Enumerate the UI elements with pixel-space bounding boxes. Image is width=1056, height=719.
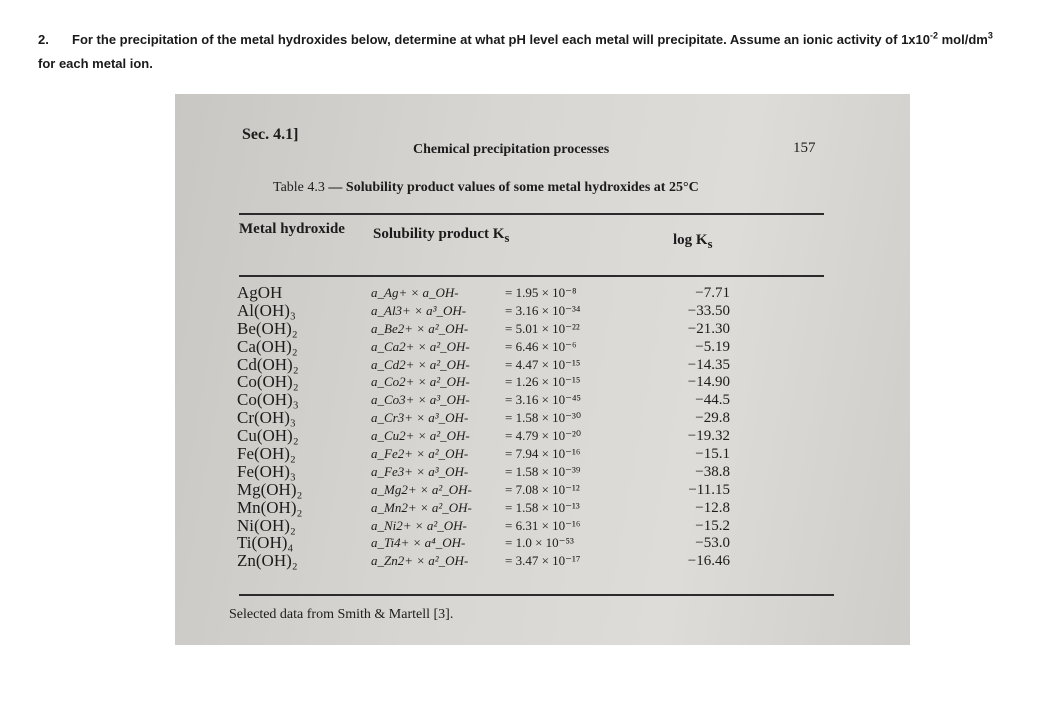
table-row [175,284,910,302]
header-ksp-sub: s [504,231,510,245]
table-row [175,517,910,535]
table-top-rule [239,213,824,215]
metal-cell: Fe(OH)₂ [237,444,296,464]
log-ksp-cell: −15.1 [695,446,730,463]
unit-exponent: 3 [987,30,993,41]
metal-cell: Fe(OH)₃ [237,461,296,481]
ksp-value-cell: = 7.08 × 10⁻¹² [505,481,580,497]
metal-cell: Ca(OH)₂ [237,336,298,356]
ksp-value-cell: = 1.26 × 10⁻¹⁵ [505,374,581,390]
log-ksp-cell: −53.0 [695,535,730,552]
section-label: Sec. 4.1] [242,126,299,143]
table-row [175,409,910,427]
question-line-1 [38,28,1038,52]
table-row [175,373,910,391]
metal-cell: Ti(OH)₄ [237,533,294,553]
table-row [175,320,910,338]
metal-cell: Mg(OH)₂ [237,479,303,499]
log-ksp-cell: −12.8 [695,499,730,516]
log-ksp-cell: −21.30 [687,320,730,337]
activity-expression-cell: a_Al3+ × a³_OH- [371,302,467,318]
question-number: 2. [38,32,49,47]
ksp-value-cell: = 3.16 × 10⁻³⁴ [505,302,581,318]
metal-cell: Ni(OH)₂ [237,515,296,535]
activity-expression-cell: a_Ni2+ × a²_OH- [371,517,467,533]
log-ksp-cell: −44.5 [695,392,730,409]
table-row [175,427,910,445]
table-row [175,391,910,409]
header-ksp-label: Solubility product K [373,226,505,242]
question-block [38,28,1038,76]
activity-expression-cell: a_Cd2+ × a²_OH- [371,356,470,372]
table-header-rule [239,275,824,277]
header-ksp [373,225,509,247]
log-ksp-cell: −14.90 [687,374,730,391]
table-row [175,481,910,499]
log-ksp-cell: −19.32 [687,428,730,445]
ksp-value-cell: = 1.0 × 10⁻⁵³ [505,535,574,551]
ksp-value-cell: = 3.47 × 10⁻¹⁷ [505,553,581,569]
activity-expression-cell: a_Cu2+ × a²_OH- [371,428,470,444]
question-text: For the precipitation of the metal hydroxides below, determine at what pH level each metal will precipitate. Assume an ionic activity of 1x10 [72,32,930,47]
table-row [175,552,910,570]
log-ksp-cell: −29.8 [695,410,730,427]
activity-expression-cell: a_Mg2+ × a²_OH- [371,481,472,497]
ksp-value-cell: = 5.01 × 10⁻²² [505,320,580,336]
caption-text: — Solubility product values of some metal hydroxides at 25°C [324,180,699,195]
page-number: 157 [793,140,816,156]
ksp-value-cell: = 4.47 × 10⁻¹⁵ [505,356,581,372]
unit-text: mol/dm [938,32,988,47]
metal-cell: AgOH [237,283,283,302]
table-body [175,284,910,570]
header-metal: Metal hydroxide [239,221,345,237]
table-caption [273,180,699,196]
running-title: Chemical precipitation processes [413,142,610,157]
log-ksp-cell: −11.15 [688,481,730,498]
ksp-value-cell: = 1.58 × 10⁻³⁰ [505,410,582,426]
table-row [175,463,910,481]
metal-cell: Al(OH)₃ [237,300,296,320]
activity-expression-cell: a_Mn2+ × a²_OH- [371,499,472,515]
header-log-label: log K [673,232,708,248]
header-log-ksp [673,231,712,253]
activity-expression-cell: a_Co3+ × a³_OH- [371,392,470,408]
ksp-value-cell: = 6.46 × 10⁻⁶ [505,338,577,354]
table-row [175,534,910,552]
textbook-photo [175,94,910,645]
log-ksp-cell: −7.71 [695,285,730,301]
activity-expression-cell: a_Ti4+ × a⁴_OH- [371,535,466,551]
question-line-2: for each metal ion. [38,56,153,71]
ksp-value-cell: = 4.79 × 10⁻²⁰ [505,428,582,444]
metal-cell: Zn(OH)₂ [237,551,298,571]
ksp-value-cell: = 6.31 × 10⁻¹⁶ [505,517,581,533]
metal-cell: Co(OH)₃ [237,390,299,410]
ksp-value-cell: = 1.95 × 10⁻⁸ [505,285,577,300]
ksp-value-cell: = 1.58 × 10⁻³⁹ [505,463,581,479]
log-ksp-cell: −33.50 [687,302,730,319]
log-ksp-cell: −16.46 [687,553,730,570]
activity-expression-cell: a_Co2+ × a²_OH- [371,374,470,390]
log-ksp-cell: −15.2 [695,517,730,534]
table-bottom-rule [239,594,834,596]
metal-cell: Be(OH)₂ [237,318,298,338]
activity-expression-cell: a_Ca2+ × a²_OH- [371,338,470,354]
caption-label: Table 4.3 [273,180,325,195]
log-ksp-cell: −38.8 [695,463,730,480]
table-row [175,338,910,356]
ksp-value-cell: = 1.58 × 10⁻¹³ [505,499,580,515]
table-row [175,302,910,320]
log-ksp-cell: −14.35 [687,356,730,373]
table-row [175,356,910,374]
activity-expression-cell: a_Cr3+ × a³_OH- [371,410,469,426]
table-row [175,445,910,463]
activity-exponent: -2 [930,30,939,41]
ksp-value-cell: = 7.94 × 10⁻¹⁶ [505,446,581,462]
activity-expression-cell: a_Fe2+ × a²_OH- [371,446,469,462]
metal-cell: Mn(OH)₂ [237,497,303,517]
activity-expression-cell: a_Fe3+ × a³_OH- [371,463,469,479]
metal-cell: Cr(OH)₃ [237,408,296,428]
metal-cell: Cd(OH)₂ [237,354,299,374]
log-ksp-cell: −5.19 [695,338,730,355]
header-log-sub: s [707,237,713,251]
metal-cell: Cu(OH)₂ [237,426,299,446]
activity-expression-cell: a_Zn2+ × a²_OH- [371,553,469,569]
activity-expression-cell: a_Ag+ × a_OH- [371,285,459,300]
table-row [175,499,910,517]
table-footnote: Selected data from Smith & Martell [3]. [229,607,454,622]
ksp-value-cell: = 3.16 × 10⁻⁴⁵ [505,392,582,408]
metal-cell: Co(OH)₂ [237,372,299,392]
activity-expression-cell: a_Be2+ × a²_OH- [371,320,469,336]
